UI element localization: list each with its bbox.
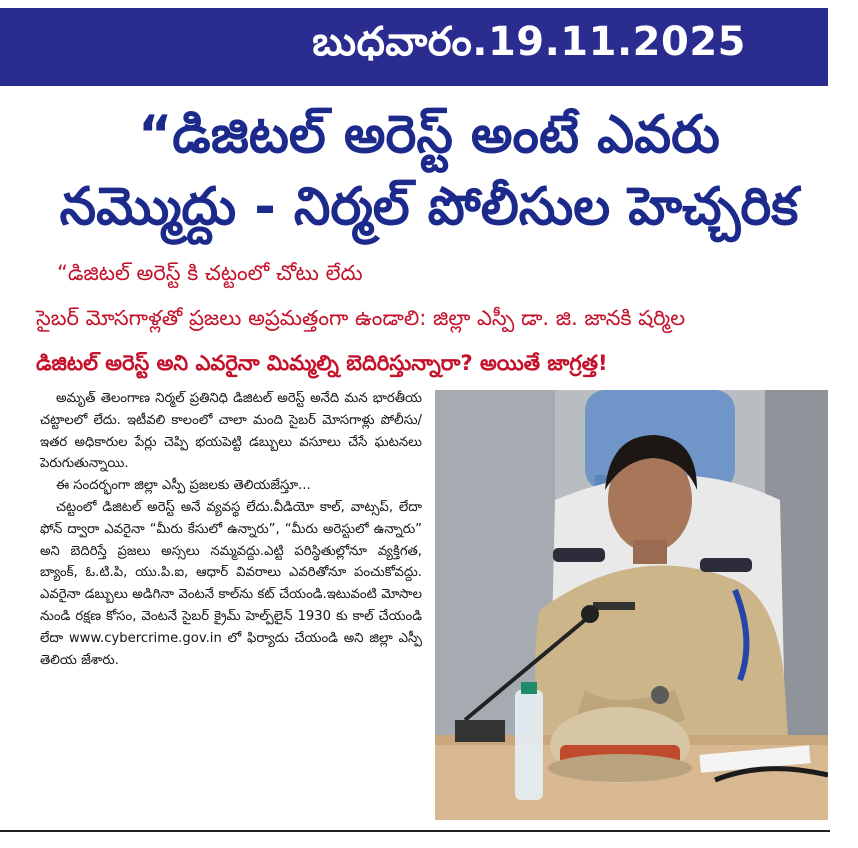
subheading-3: డిజిటల్ అరెస్ట్ అని ఎవరైనా మిమ్మల్ని బెదిరిస్తున్నారా? అయితే జాగ్రత్త!: [36, 351, 608, 375]
article-paragraph: అమృత్ తెలంగాణ నిర్మల్ ప్రతినిధి డిజిటల్ అరెస్ట్ అనేది మన భారతీయ చట్టాలలో లేదు. ఇటీవలి కాలంలో చాలా మంది సైబర్ మోసగాళ్లు పోలీసు/ఇతర అధికారుల పేర్లు చెప్పి భయపెట్టి డబ్బులు వసూలు చేసే ఘటనలు పెరుగుతున్నాయి.: [40, 391, 422, 472]
sp-photo: [435, 390, 828, 820]
article-body: [40, 388, 422, 671]
subheading-1: “డిజిటల్ అరెస్ట్ కి చట్టంలో చోటు లేదు: [57, 261, 363, 285]
publication-date: బుధవారం.19.11.2025: [312, 19, 746, 65]
article-paragraph: చట్టంలో డిజిటల్ అరెస్ట్ అనే వ్యవస్థ లేదు.వీడియో కాల్, వాట్సప్, లేదా ఫోన్ ద్వారా ఎవరైనా “మీరు కేసులో ఉన్నారు”, “మీరు అరెస్టులో ఉన్నారు” అని బెదిరిస్తే ప్రజలు అస్సలు నమ్మవద్దు.ఎట్టి పరిస్థితుల్లోనూ వ్యక్తిగత, బ్యాంక్, ఓ.టి.పి, యు.పి.ఐ, ఆధార్ వివరాలు ఎవరితోనూ పంచుకోవద్దు. ఎవరైనా డబ్బులు అడిగినా వెంటనే కాల్‌ను కట్ చేయండి.ఇటువంటి మోసాల నుండి రక్షణ కోసం, వెంటనే సైబర్ క్రైమ్ హెల్ప్‌లైన్ 1930 కు కాల్ చేయండి లేదా www.cybercrime.gov.in లో ఫిర్యాదు చేయండి అని జిల్లా ఎస్పీ తెలియ జేశారు.: [40, 499, 422, 668]
article-paragraph: ఈ సందర్భంగా జిల్లా ఎస్పీ ప్రజలకు తెలియజేస్తూ...: [56, 478, 311, 494]
subheading-2: సైబర్ మోసగాళ్లతో ప్రజలు అప్రమత్తంగా ఉండాలి: జిల్లా ఎస్పీ డా. జి. జానకి షర్మిల: [36, 306, 686, 330]
headline-line-1: “డిజిటల్ అరెస్ట్ అంటే ఎవరు: [138, 105, 720, 165]
bottom-rule: [0, 830, 830, 832]
date-banner: [0, 8, 828, 86]
headline-line-2: నమ్మొద్దు - నిర్మల్ పోలీసుల హెచ్చరిక: [59, 177, 799, 237]
